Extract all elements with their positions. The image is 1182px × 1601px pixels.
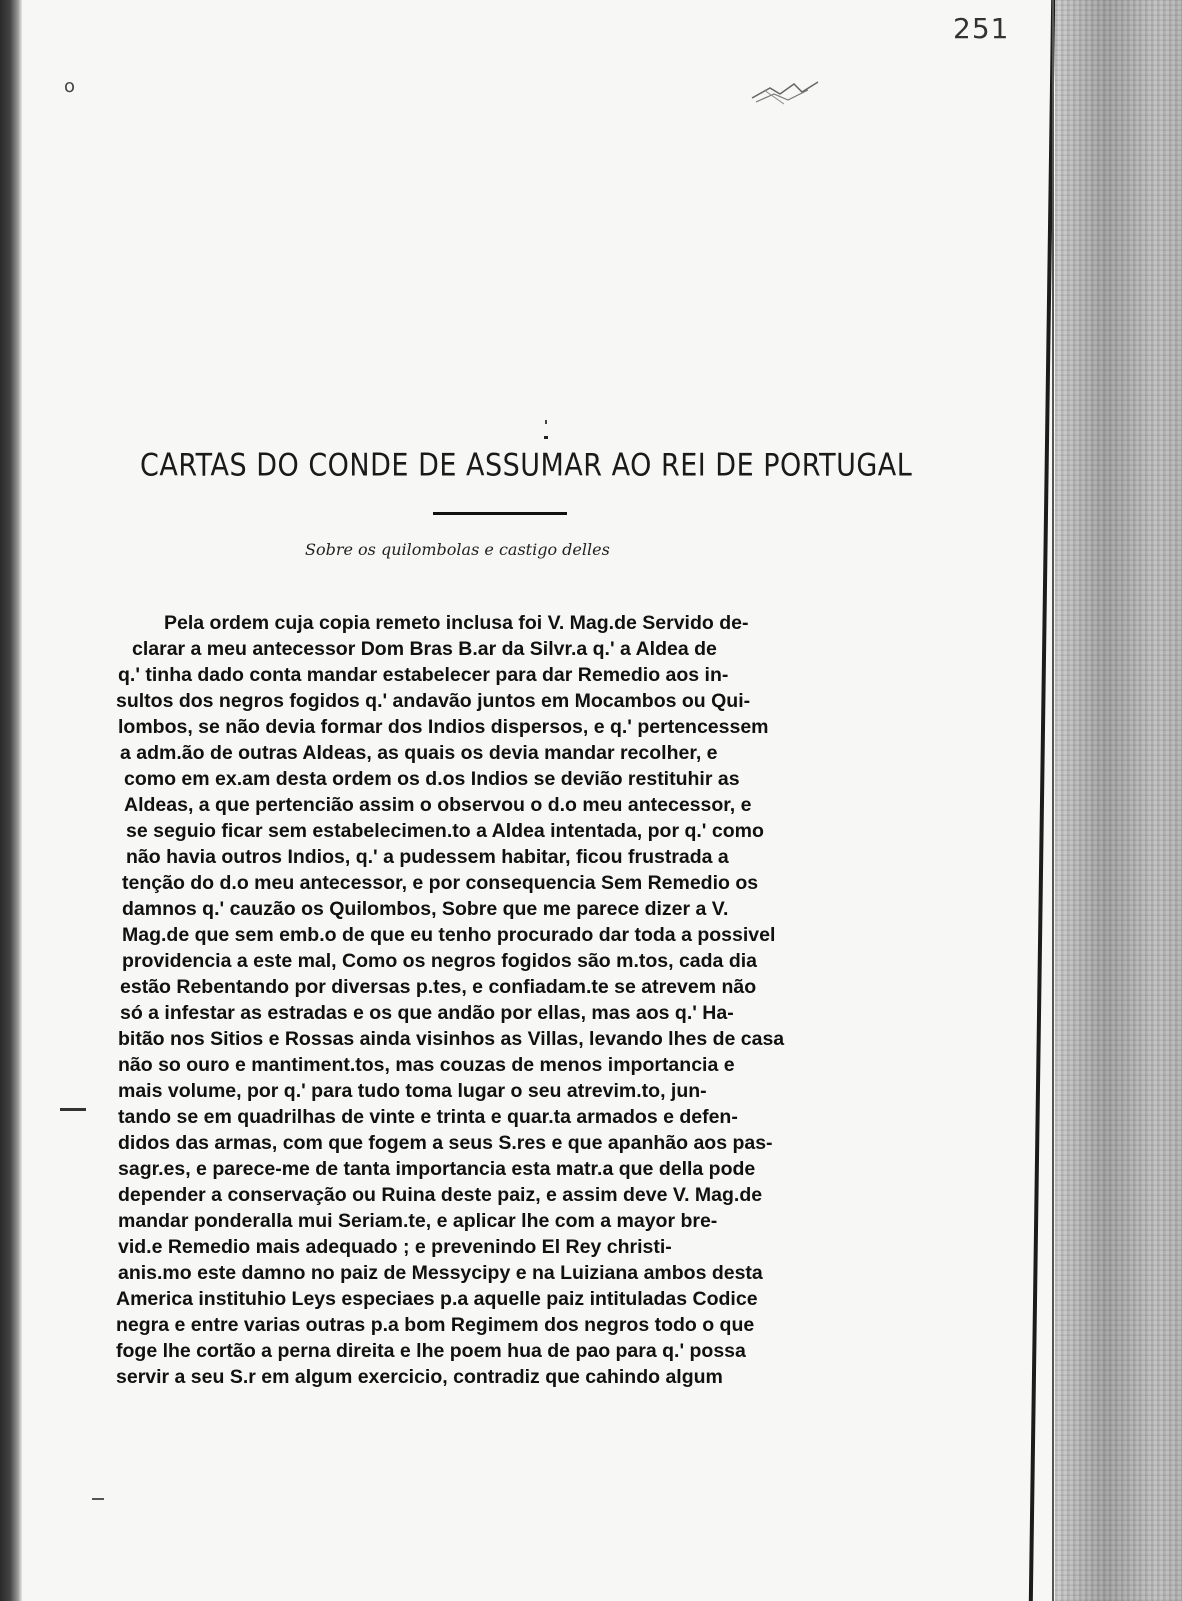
margin-mark (60, 1108, 86, 1111)
body-line: q.' tinha dado conta mandar estabelecer para dar Remedio aos in- (118, 664, 729, 686)
body-line: só a infestar as estradas e os que andão por ellas, mas aos q.' Ha- (120, 1002, 734, 1024)
body-line: sultos dos negros fogidos q.' andavão juntos em Mocambos ou Qui- (116, 690, 751, 712)
body-line: depender a conservação ou Ruina deste paiz, e assim deve V. Mag.de (118, 1184, 763, 1206)
corner-mark: o (64, 76, 76, 97)
body-line: Pela ordem cuja copia remeto inclusa foi V. Mag.de Servido de- (164, 612, 749, 634)
body-line: Aldeas, a que pertencião assim o observou o d.o meu antecessor, e (124, 794, 752, 816)
body-line: damnos q.' cauzão os Quilombos, Sobre que me parece dizer a V. (122, 898, 729, 920)
body-line: se seguio ficar sem estabelecimen.to a Aldea intentada, por q.' como (126, 820, 764, 842)
body-line: não so ouro e mantiment.tos, mas couzas de menos importancia e (118, 1054, 735, 1076)
folio-number: 251 (953, 12, 1010, 45)
letter-body (112, 610, 852, 1390)
body-line: servir a seu S.r em algum exercicio, contradiz que cahindo algum (116, 1366, 723, 1388)
body-line: a adm.ão de outras Aldeas, as quais os devia mandar recolher, e (120, 742, 718, 764)
adjacent-pages-edge (1055, 0, 1182, 1601)
page-edge-inner (1052, 0, 1054, 1601)
body-line: negra e entre varias outras p.a bom Regimem dos negros todo o que (116, 1314, 755, 1336)
body-line: estão Rebentando por diversas p.tes, e confiadam.te se atrevem não (120, 976, 757, 998)
page-title: CARTAS DO CONDE DE ASSUMAR AO REI DE PORTUGAL (140, 448, 913, 484)
body-line: foge lhe cortão a perna direita e lhe poem hua de pao para q.' possa (116, 1340, 746, 1362)
body-line: sagr.es, e parece-me de tanta importancia esta matr.a que della pode (118, 1158, 756, 1180)
body-line: clarar a meu antecessor Dom Bras B.ar da Silvr.a q.' a Aldea de (132, 638, 717, 660)
body-line: America instituhio Leys especiaes p.a aquelle paiz intituladas Codice (116, 1288, 758, 1310)
body-line: não havia outros Indios, q.' a pudessem habitar, ficou frustrada a (126, 846, 729, 868)
body-line: bitão nos Sitios e Rossas ainda visinhos as Villas, levando lhes de casa (118, 1028, 785, 1050)
body-line: tando se em quadrilhas de vinte e trinta e quar.ta armados e defen- (118, 1106, 738, 1128)
body-line: como em ex.am desta ordem os d.os Indios se devião restituhir as (124, 768, 740, 790)
title-rule (433, 512, 567, 515)
body-line: providencia a este mal, Como os negros fogidos são m.tos, cada dia (122, 950, 757, 972)
body-line: Mag.de que sem emb.o de que eu tenho procurado dar toda a possivel (122, 924, 776, 946)
body-line: lombos, se não devia formar dos Indios dispersos, e q.' pertencessem (118, 716, 769, 738)
book-binding-shadow (0, 0, 22, 1601)
stamp-scribble-icon (750, 80, 820, 106)
center-dot-marks (543, 420, 549, 444)
body-line: mandar ponderalla mui Seriam.te, e aplicar lhe com a mayor bre- (118, 1210, 718, 1232)
body-line: mais volume, por q.' para tudo toma lugar o seu atrevim.to, jun- (118, 1080, 707, 1102)
body-line: tenção do d.o meu antecessor, e por consequencia Sem Remedio os (122, 872, 759, 894)
margin-mark (92, 1498, 104, 1500)
body-line: vid.e Remedio mais adequado ; e prevenindo El Rey christi- (118, 1236, 672, 1258)
page-subtitle: Sobre os quilombolas e castigo delles (305, 540, 610, 559)
body-line: anis.mo este damno no paiz de Messycipy e na Luiziana ambos desta (118, 1262, 763, 1284)
body-line: didos das armas, com que fogem a seus S.res e que apanhão aos pas- (118, 1132, 773, 1154)
